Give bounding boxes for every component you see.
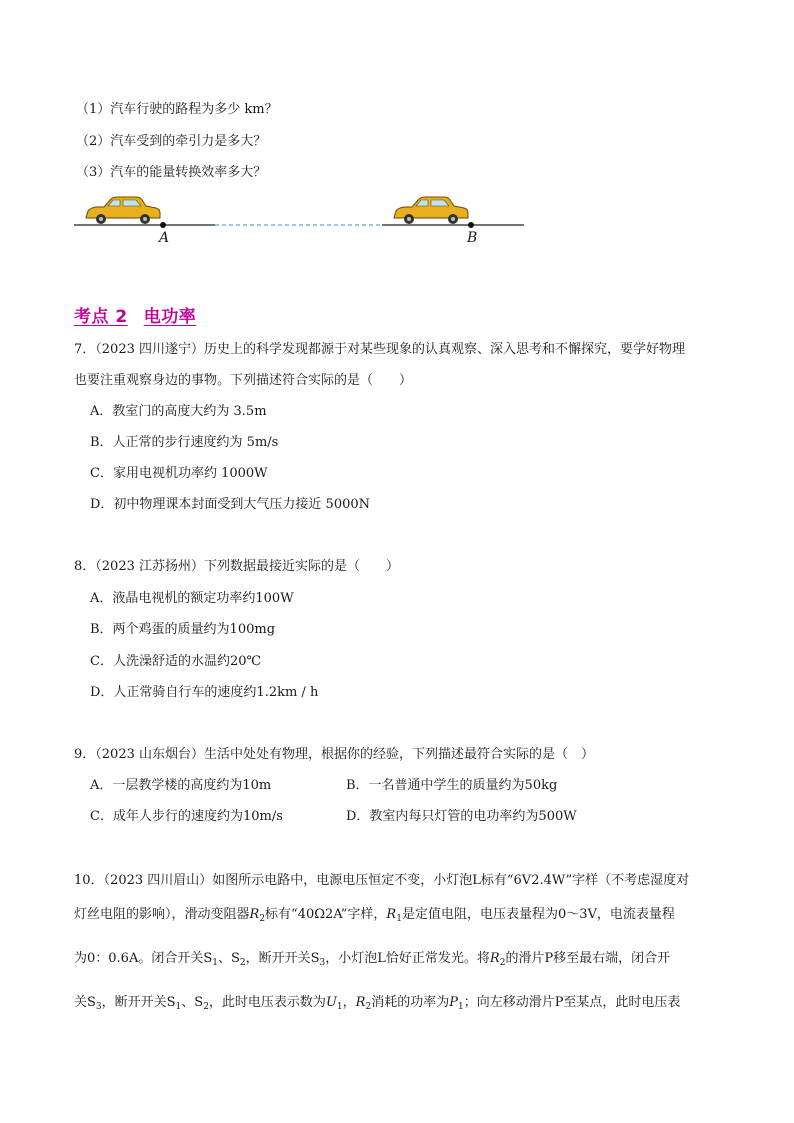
q9-option-c: C．成年人步行的速度约为10m/s (90, 809, 283, 824)
car-icon-a (86, 197, 160, 224)
q9-stem: 9．（2023 山东烟台）生活中处处有物理，根据你的经验，下列描述最符合实际的是（ ） (74, 747, 594, 762)
car-icon-b (394, 197, 468, 224)
section-heading (74, 302, 196, 327)
section-number: 考点 2 (74, 307, 128, 327)
prev-subquestion-2: （2）汽车受到的牵引力是多大？ (76, 134, 267, 149)
q8-option-b: B．两个鸡蛋的质量约为100mg (90, 622, 276, 637)
q8-option-c: C．人洗澡舒适的水温约20℃ (90, 654, 262, 669)
q10-line4: 关$S_3$，断开开关$S_1$、$S_2$，此时电压表示数为$U_1$，$R_2$消耗的功率为$P_1$；向左移动滑片P至某点，此时电压表 (74, 995, 681, 1012)
q8-option-d: D．人正常骑自行车的速度约1.2km / h (90, 685, 319, 700)
prev-subquestion-3: （3）汽车的能量转换效率多大？ (76, 165, 267, 180)
q8-stem: 8．（2023 江苏扬州）下列数据最接近实际的是（ ） (74, 559, 399, 574)
q10-line2: 灯丝电阻的影响），滑动变阻器$R_2$标有“40Ω2A”字样，$R_1$是定值电阻，电压表量程为0～3V，电流表量程 (74, 907, 675, 924)
point-b-label: B (467, 230, 478, 246)
q7-stem-line1: 7．（2023 四川遂宁）历史上的科学发现都源于对某些现象的认真观察、深入思考和不懈探究，要学好物理 (74, 342, 685, 357)
q7-option-b: B．人正常的步行速度约为 5m/s (90, 435, 279, 450)
q7-stem-line2: 也要注重观察身边的事物。下列描述符合实际的是（ ） (74, 373, 413, 388)
q9-option-b: B．一名普通中学生的质量约为50kg (346, 778, 558, 793)
section-title: 电功率 (143, 307, 197, 327)
q9-option-a: A．一层教学楼的高度约为10m (90, 778, 272, 793)
q7-option-a: A．教室门的高度大约为 3.5m (90, 404, 267, 419)
point-b-marker (468, 222, 474, 228)
point-a-marker (160, 222, 166, 228)
q8-option-a: A．液晶电视机的额定功率约100W (90, 591, 294, 606)
car-motion-figure (72, 192, 532, 248)
q9-option-d: D．教室内每只灯管的电功率约为500W (346, 809, 577, 824)
prev-subquestion-1: （1）汽车行驶的路程为多少 km？ (76, 102, 278, 117)
point-a-label: A (159, 230, 170, 246)
q7-option-d: D．初中物理课本封面受到大气压力接近 5000N (90, 497, 371, 512)
q10-line1: 10．（2023 四川眉山）如图所示电路中，电源电压恒定不变，小灯泡L标有“6V2.4W”字样（不考虑湿度对 (74, 873, 690, 888)
q7-option-c: C．家用电视机功率约 1000W (90, 466, 268, 481)
q10-line3: 为0：0.6A。闭合开关$S_1$、$S_2$，断开开关$S_3$，小灯泡L恰好正常发光。将$R_2$的滑片P移至最右端，闭合开 (74, 951, 671, 968)
